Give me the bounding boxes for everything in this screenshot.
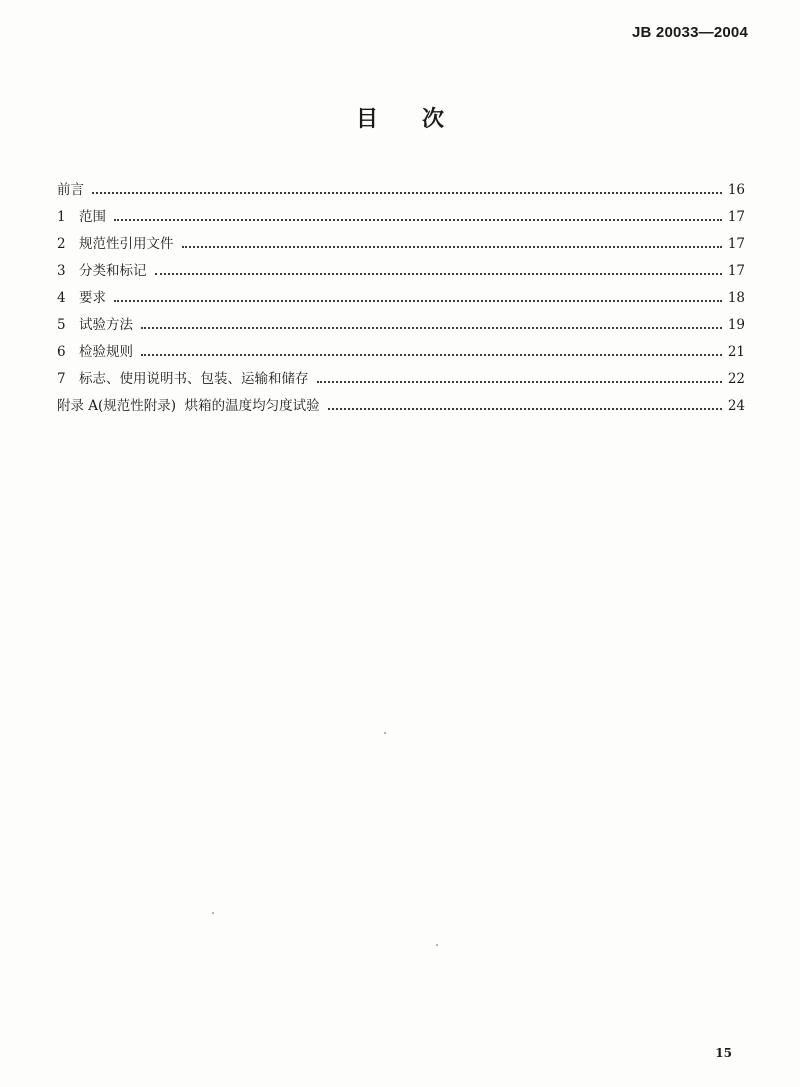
title-char-1: 目	[355, 107, 378, 132]
toc-item-foreword[interactable]	[57, 178, 745, 205]
toc-item-page: 19	[727, 317, 745, 333]
toc-leader-dots	[328, 407, 722, 410]
toc-item-label: 前言	[57, 182, 84, 198]
toc-item-page: 24	[727, 398, 745, 414]
toc-item-classification[interactable]	[57, 259, 745, 286]
page-number: 15	[715, 1046, 732, 1060]
toc-leader-dots	[114, 218, 722, 221]
toc-item-scope[interactable]	[57, 205, 745, 232]
toc-leader-dots	[317, 380, 722, 383]
toc-item-normative-references[interactable]	[57, 232, 745, 259]
toc-item-label: 范围	[79, 209, 106, 225]
scan-speck	[212, 912, 214, 914]
title-char-2: 次	[422, 107, 445, 132]
toc-item-label: 附录 A(规范性附录) 烘箱的温度均匀度试验	[57, 398, 320, 414]
toc-leader-dots	[141, 353, 722, 356]
scan-speck	[436, 944, 438, 946]
toc-item-number: 2	[57, 236, 66, 252]
table-of-contents	[57, 178, 745, 421]
toc-leader-dots	[155, 272, 722, 275]
toc-item-appendix-a[interactable]	[57, 394, 745, 421]
toc-item-page: 18	[727, 290, 745, 306]
toc-item-number: 7	[57, 371, 66, 387]
toc-item-label: 要求	[79, 290, 106, 306]
document-code: JB 20033—2004	[631, 24, 748, 41]
toc-item-page: 17	[727, 263, 745, 279]
toc-item-page: 17	[727, 236, 745, 252]
scan-speck	[384, 732, 386, 734]
toc-item-label: 试验方法	[79, 317, 133, 333]
toc-item-number: 3	[57, 263, 66, 279]
toc-leader-dots	[141, 326, 722, 329]
toc-item-label: 规范性引用文件	[79, 236, 174, 252]
toc-item-inspection-rules[interactable]	[57, 340, 745, 367]
toc-item-number: 1	[57, 209, 66, 225]
toc-item-page: 17	[727, 209, 745, 225]
toc-item-label: 标志、使用说明书、包装、运输和储存	[79, 371, 309, 387]
toc-leader-dots	[182, 245, 722, 248]
toc-item-page: 21	[727, 344, 745, 360]
toc-leader-dots	[114, 299, 722, 302]
toc-item-label: 分类和标记	[79, 263, 147, 279]
toc-item-page: 22	[727, 371, 745, 387]
toc-item-requirements[interactable]	[57, 286, 745, 313]
toc-item-marking-packaging[interactable]	[57, 367, 745, 394]
toc-item-page: 16	[727, 182, 745, 198]
toc-leader-dots	[92, 191, 722, 194]
toc-item-test-methods[interactable]	[57, 313, 745, 340]
toc-item-number: 5	[57, 317, 66, 333]
page-title	[0, 102, 800, 133]
toc-item-number: 4	[57, 290, 66, 306]
toc-item-label: 检验规则	[79, 344, 133, 360]
toc-item-number: 6	[57, 344, 66, 360]
